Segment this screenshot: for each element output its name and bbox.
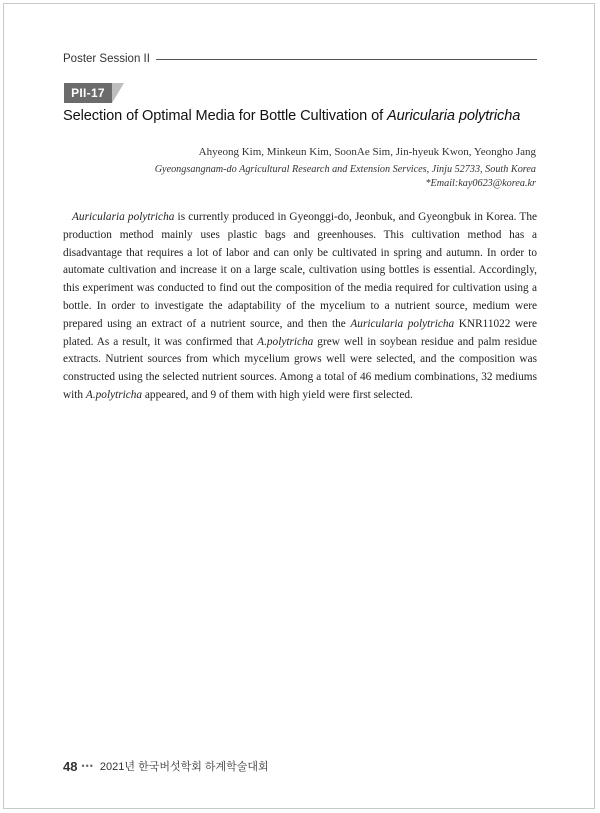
abstract-text-3: grew well in soybean residue and palm residue extracts. Nutrient sources from which mycelium grows well were selected, and the composition was constructed using the selected nutrient sources. Among a total of 46 medium combinations, 32 mediums with: [63, 335, 537, 401]
abstract-text-1: is currently produced in Gyeonggi-do, Jeonbuk, and Gyeongbuk in Korea. The production method mainly uses plastic bags and greenhouses. This cultivation method has a disadvantage that requires a lot of labor and can only be cultivated in spring and autumn. In order to automate cultivation and increase it on a large scale, cultivation using bottles is essential. Accordingly, this experiment was conducted to find out the composition of the media required for cultivation using a bottle. In order to investigate the adaptability of the mycelium to a nutrient source, medium were prepared using an extract of a nutrient source, and then the: [63, 211, 537, 330]
page-footer: [63, 758, 269, 774]
session-label: Poster Session II: [63, 53, 150, 65]
abstract-text-4: appeared, and 9 of them with high yield were first selected.: [142, 388, 413, 401]
paper-title: [63, 108, 543, 124]
affiliation: Gyeongsangnam-do Agricultural Research and Extension Services, Jinju 52733, South Korea: [154, 164, 536, 175]
abstract-species-3: A.polytricha: [257, 335, 314, 348]
title-species: Auricularia polytricha: [387, 108, 521, 124]
title-text: Selection of Optimal Media for Bottle Cultivation of: [63, 108, 388, 124]
abstract-species-1: Auricularia polytricha: [72, 211, 175, 223]
session-header: [63, 51, 537, 67]
author-list: Ahyeong Kim, Minkeun Kim, SoonAe Sim, Jin-hyeuk Kwon, Yeongho Jang: [198, 146, 536, 158]
abstract-text-2: KNR11022 were plated. As a result, it was confirmed that: [63, 317, 537, 348]
page-number: 48: [63, 758, 78, 774]
poster-code-badge: [64, 83, 126, 103]
badge-tail: [112, 83, 124, 103]
abstract-species-4: A.polytricha: [85, 388, 143, 401]
abstract-body: [63, 209, 537, 405]
email-link[interactable]: *Email:kay0623@korea.kr: [425, 178, 536, 189]
poster-code: PII-17: [64, 83, 112, 103]
footer-dots: •••: [81, 761, 94, 771]
conference-name: 2021년 한국버섯학회 하계학술대회: [99, 761, 269, 773]
header-rule: [156, 59, 537, 60]
abstract-species-2: Auricularia polytricha: [350, 317, 455, 330]
